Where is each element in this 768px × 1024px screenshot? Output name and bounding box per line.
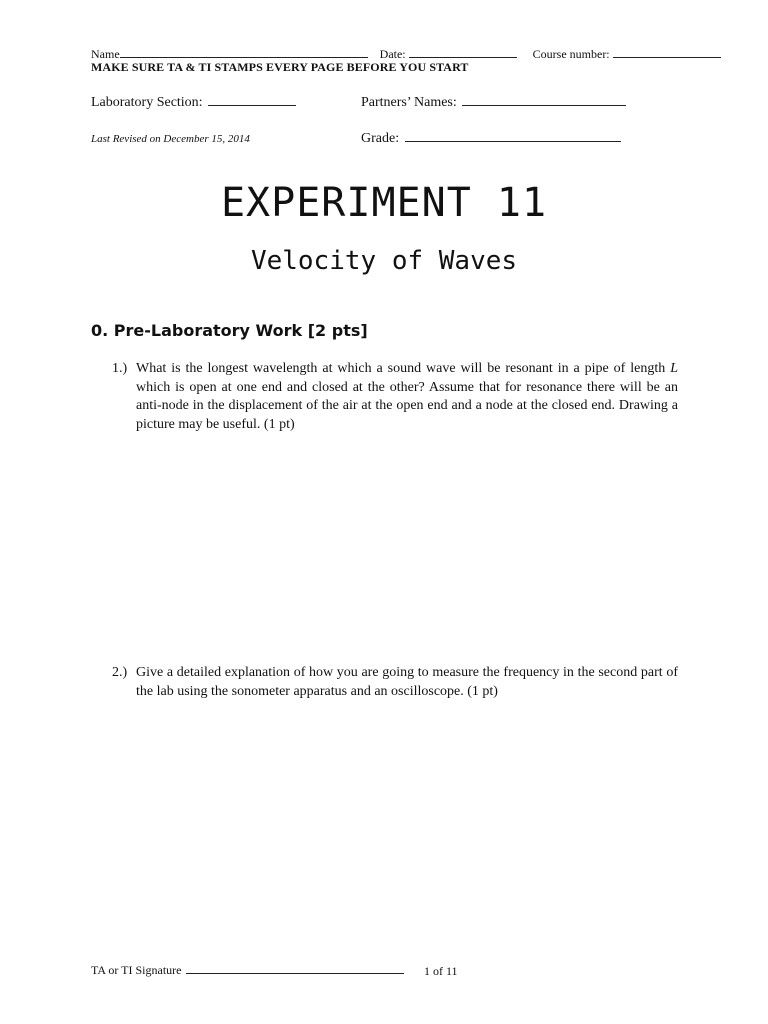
answer-area-2[interactable] — [136, 710, 678, 950]
question-1-text-before: What is the longest wavelength at which a sound wave will be resonant in a pipe of length — [136, 361, 671, 376]
footer-signature-row — [91, 962, 404, 978]
date-label: Date: — [379, 47, 406, 61]
course-number-label: Course number: — [532, 47, 610, 61]
lab-section-label: Laboratory Section: — [91, 95, 203, 110]
partners-field[interactable] — [462, 94, 626, 106]
course-number-field[interactable] — [613, 46, 721, 58]
signature-field[interactable] — [186, 962, 404, 974]
partners-label: Partners’ Names: — [361, 95, 457, 110]
name-field[interactable] — [120, 46, 368, 58]
grade-field[interactable] — [405, 130, 621, 142]
question-2-text: Give a detailed explanation of how you are going to measure the frequency in the second part of the lab using the sonometer apparatus and an oscilloscope. (1 pt) — [136, 665, 678, 699]
question-2-number: 2.) — [112, 665, 128, 680]
question-2 — [112, 664, 678, 701]
grade-row — [361, 130, 621, 147]
date-field[interactable] — [409, 46, 517, 58]
stamp-warning: MAKE SURE TA & TI STAMPS EVERY PAGE BEFORE YOU START — [91, 60, 469, 74]
name-label: Name — [91, 47, 120, 61]
experiment-subtitle: Velocity of Waves — [250, 246, 518, 276]
answer-area-1[interactable] — [136, 440, 678, 650]
question-1 — [112, 360, 678, 434]
partners-row — [361, 94, 626, 111]
signature-label: TA or TI Signature — [91, 963, 182, 977]
lab-section-row — [91, 94, 296, 111]
experiment-title: EXPERIMENT 11 — [220, 180, 548, 226]
question-1-text-after: which is open at one end and closed at the other? Assume that for resonance there will be an anti-node in the displacement of the air at the open end and a node at the closed end. Drawing a picture may be useful. (1 pt) — [136, 379, 678, 432]
section-heading: 0. Pre-Laboratory Work [2 pts] — [91, 321, 368, 340]
grade-label: Grade: — [361, 131, 400, 146]
lab-section-field[interactable] — [208, 94, 296, 106]
last-revised: Last Revised on December 15, 2014 — [91, 133, 250, 145]
question-1-number: 1.) — [112, 361, 128, 376]
question-1-variable: L — [670, 361, 678, 376]
page-number: 1 of 11 — [424, 964, 458, 978]
